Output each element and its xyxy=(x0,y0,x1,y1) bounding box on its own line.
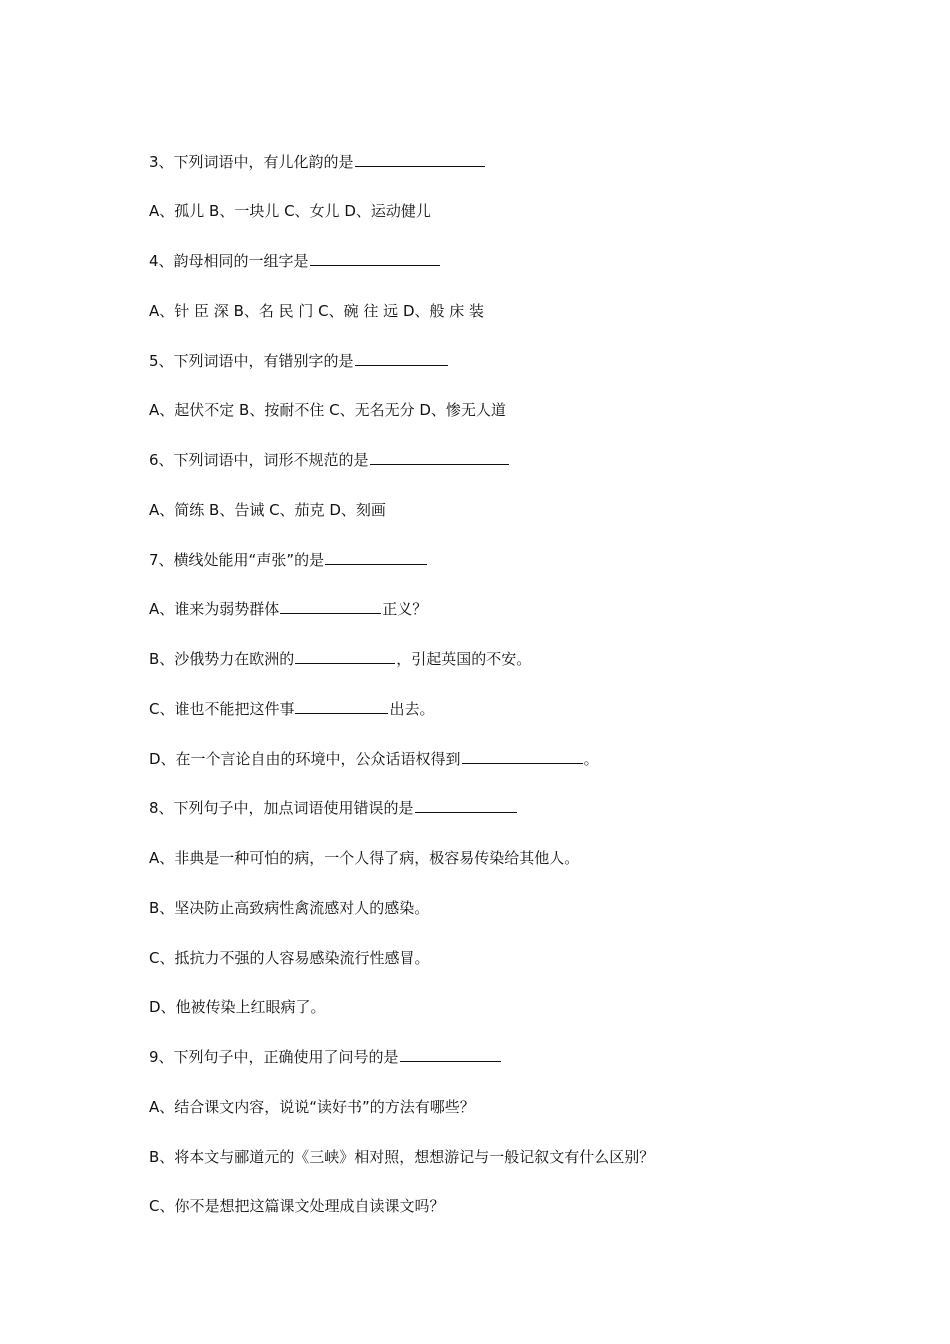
question-3-options xyxy=(149,199,431,223)
question-5-options xyxy=(149,398,506,422)
option-text-tail: 。 xyxy=(583,750,599,768)
answer-blank xyxy=(325,548,427,565)
question-8-option-b xyxy=(149,896,429,920)
answer-blank xyxy=(295,697,388,714)
answer-blank xyxy=(370,448,509,465)
option-text: A、孤儿 B、一块儿 C、女儿 D、运动健儿 xyxy=(149,202,431,220)
answer-blank xyxy=(462,747,583,764)
question-text: 3、下列词语中，有儿化韵的是 xyxy=(149,153,354,171)
question-6-options xyxy=(149,498,386,522)
question-8-option-a xyxy=(149,846,579,870)
question-8-stem xyxy=(149,796,518,820)
question-text: 8、下列句子中，加点词语使用错误的是 xyxy=(149,799,414,817)
answer-blank xyxy=(355,150,485,167)
question-9-option-b xyxy=(149,1145,654,1169)
question-text: 6、下列词语中，词形不规范的是 xyxy=(149,451,369,469)
option-text: C、谁也不能把这件事 xyxy=(149,700,295,718)
option-text: A、简练 B、告诫 C、茄克 D、刻画 xyxy=(149,501,386,519)
option-text: A、起伏不定 B、按耐不住 C、无名无分 D、惨无人道 xyxy=(149,401,506,419)
option-text: A、结合课文内容，说说“读好书”的方法有哪些？ xyxy=(149,1098,475,1116)
question-8-option-d xyxy=(149,995,326,1019)
answer-blank xyxy=(295,647,395,664)
question-7-option-b xyxy=(149,647,531,671)
option-text-tail: 出去。 xyxy=(389,700,435,718)
question-3-stem xyxy=(149,150,486,174)
option-text: D、在一个言论自由的环境中，公众话语权得到 xyxy=(149,750,461,768)
question-4-options xyxy=(149,299,484,323)
question-text: 5、下列词语中，有错别字的是 xyxy=(149,352,354,370)
option-text: A、非典是一种可怕的病，一个人得了病，极容易传染给其他人。 xyxy=(149,849,580,867)
question-9-option-a xyxy=(149,1095,475,1119)
answer-blank xyxy=(310,249,440,266)
question-9-stem xyxy=(149,1045,502,1069)
question-7-option-c xyxy=(149,697,435,721)
option-text: A、针 臣 深 B、名 民 门 C、碗 往 远 D、般 床 装 xyxy=(149,302,485,320)
question-text: 7、横线处能用“声张”的是 xyxy=(149,551,325,569)
option-text: D、他被传染上红眼病了。 xyxy=(149,998,326,1016)
option-text: B、沙俄势力在欧洲的 xyxy=(149,650,295,668)
option-text: C、抵抗力不强的人容易感染流行性感冒。 xyxy=(149,949,430,967)
question-5-stem xyxy=(149,349,449,373)
question-8-option-c xyxy=(149,946,429,970)
option-text-tail: 正义？ xyxy=(382,600,428,618)
option-text: B、坚决防止高致病性禽流感对人的感染。 xyxy=(149,899,430,917)
question-7-option-a xyxy=(149,597,427,621)
option-text-tail: ，引起英国的不安。 xyxy=(396,650,532,668)
question-7-option-d xyxy=(149,747,599,771)
answer-blank xyxy=(280,597,381,614)
question-7-stem xyxy=(149,548,428,572)
answer-blank xyxy=(400,1045,501,1062)
answer-blank xyxy=(415,796,517,813)
option-text: B、将本文与郦道元的《三峡》相对照，想想游记与一般记叙文有什么区别？ xyxy=(149,1148,655,1166)
question-6-stem xyxy=(149,448,510,472)
question-9-option-c xyxy=(149,1194,444,1218)
option-text: C、你不是想把这篇课文处理成自读课文吗？ xyxy=(149,1197,445,1215)
question-4-stem xyxy=(149,249,441,273)
question-text: 4、韵母相同的一组字是 xyxy=(149,252,309,270)
option-text: A、谁来为弱势群体 xyxy=(149,600,280,618)
question-text: 9、下列句子中，正确使用了问号的是 xyxy=(149,1048,399,1066)
answer-blank xyxy=(355,349,448,366)
